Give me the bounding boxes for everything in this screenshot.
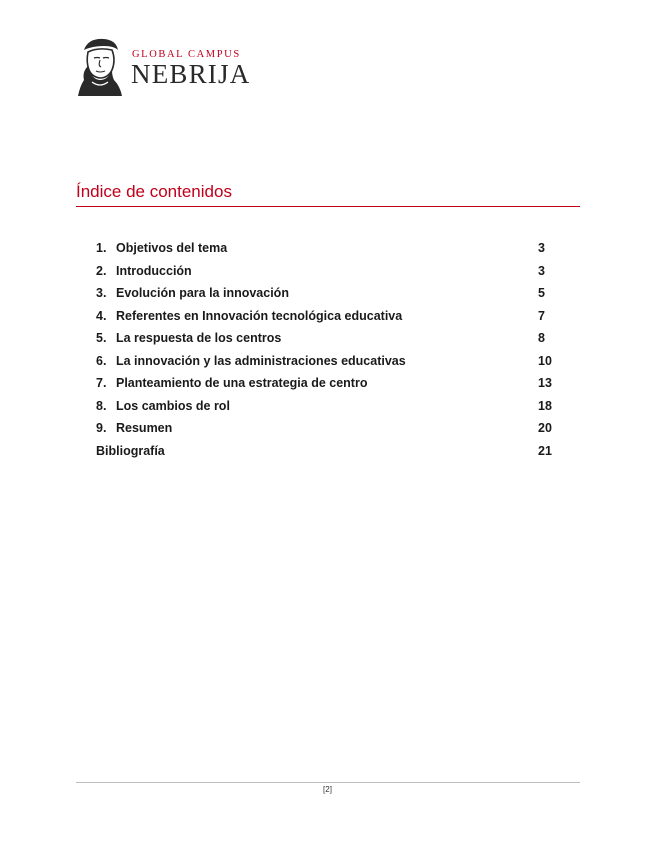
- toc-entry-number: 4.: [96, 308, 107, 323]
- footer-divider: [76, 782, 580, 783]
- toc-entry[interactable]: [96, 285, 556, 308]
- toc-entry-text: La innovación y las administraciones educativas: [116, 353, 406, 368]
- toc-entry-page: 21: [538, 443, 552, 458]
- toc-entry-text: Evolución para la innovación: [116, 286, 289, 300]
- toc-entry-text: Bibliografía: [96, 443, 165, 458]
- toc-entry-page: 3: [538, 263, 545, 278]
- toc-entry[interactable]: [96, 330, 556, 353]
- toc-entry-label: [96, 420, 172, 443]
- logo-title: NEBRIJA: [131, 59, 251, 89]
- toc-entry-number: 6.: [96, 353, 107, 368]
- toc-entry-page: 20: [538, 421, 552, 435]
- toc-entry-label: [96, 308, 402, 331]
- toc-entry-label: [96, 375, 367, 398]
- toc-entry-label: [96, 263, 192, 286]
- toc-entry[interactable]: [96, 443, 556, 466]
- toc-entry-text: La respuesta de los centros: [116, 331, 282, 345]
- toc-entry-number: 1.: [96, 241, 107, 255]
- toc-entry-label: [96, 330, 281, 353]
- toc-entry-label: [96, 240, 227, 263]
- toc-entry-number: 5.: [96, 331, 107, 345]
- toc-entry-page: 7: [538, 308, 545, 323]
- toc-entry-text: Los cambios de rol: [116, 398, 230, 413]
- page-number: [2]: [323, 785, 332, 794]
- toc-entry[interactable]: [96, 420, 556, 443]
- toc-entry-number: 9.: [96, 421, 107, 435]
- table-of-contents: [96, 240, 556, 465]
- toc-entry-text: Introducción: [116, 263, 192, 278]
- toc-entry-number: 8.: [96, 398, 107, 413]
- nebrija-logo: [74, 36, 249, 98]
- toc-entry-text: Objetivos del tema: [116, 241, 228, 255]
- toc-entry[interactable]: [96, 375, 556, 398]
- toc-entry-text: Referentes en Innovación tecnológica educativa: [116, 308, 403, 323]
- nebrija-portrait-icon: [74, 36, 126, 98]
- logo-subtitle: GLOBAL CAMPUS: [132, 49, 241, 60]
- toc-title: Índice de contenidos: [76, 182, 232, 201]
- toc-entry[interactable]: [96, 353, 556, 376]
- toc-entry[interactable]: [96, 240, 556, 263]
- toc-entry-page: 10: [538, 353, 552, 368]
- toc-entry-label: [96, 398, 230, 421]
- toc-entry-page: 3: [538, 241, 545, 255]
- toc-entry-page: 5: [538, 286, 545, 300]
- toc-entry-text: Resumen: [116, 421, 173, 435]
- toc-entry-text: Planteamiento de una estrategia de centro: [116, 376, 368, 390]
- toc-entry[interactable]: [96, 398, 556, 421]
- toc-entry-page: 18: [538, 398, 552, 413]
- toc-entry-page: 8: [538, 331, 545, 345]
- title-divider: [76, 206, 580, 207]
- toc-entry[interactable]: [96, 263, 556, 286]
- toc-entry-number: 2.: [96, 263, 107, 278]
- toc-entry-page: 13: [538, 376, 552, 390]
- toc-entry-number: 3.: [96, 286, 107, 300]
- toc-entry-number: 7.: [96, 376, 107, 390]
- toc-entry[interactable]: [96, 308, 556, 331]
- toc-entry-label: [96, 443, 165, 466]
- toc-entry-label: [96, 285, 289, 308]
- toc-entry-label: [96, 353, 406, 376]
